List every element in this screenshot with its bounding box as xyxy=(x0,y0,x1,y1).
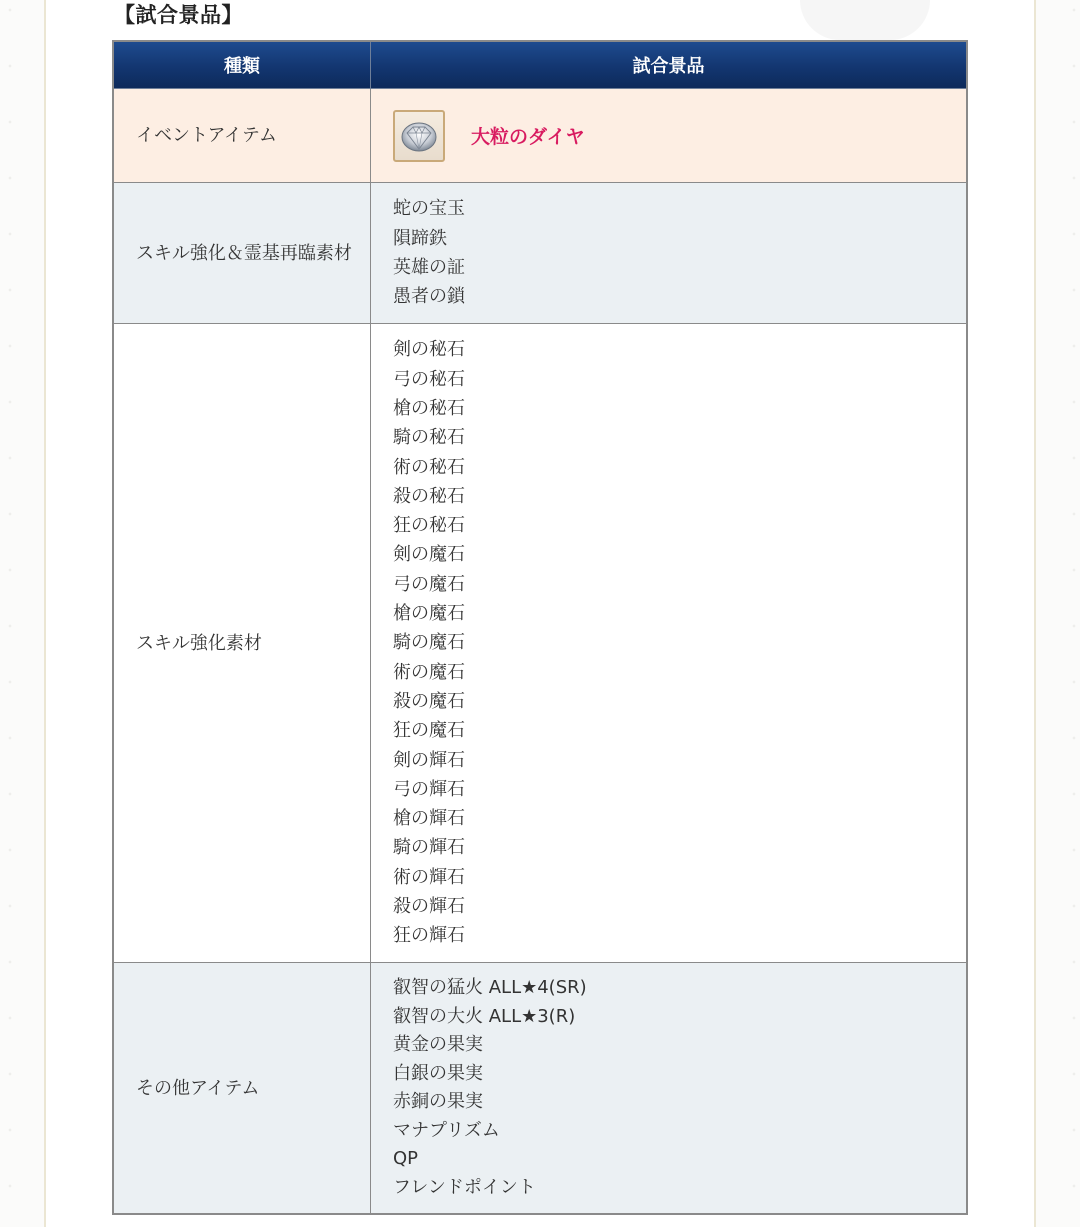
category-cell: イベントアイテム xyxy=(113,89,371,183)
list-item: 弓の輝石 xyxy=(393,778,465,800)
list-item: 愚者の鎖 xyxy=(393,286,465,308)
category-cell: スキル強化素材 xyxy=(113,324,371,963)
list-item: 狂の輝石 xyxy=(393,925,465,947)
list-item: 術の魔石 xyxy=(393,661,465,683)
list-item: 術の秘石 xyxy=(393,456,465,478)
list-item: マナプリズム xyxy=(393,1119,500,1141)
list-item: 叡智の猛火 ALL★4(SR) xyxy=(393,977,587,998)
list-item: 白銀の果実 xyxy=(393,1062,483,1084)
prize-cell xyxy=(371,963,968,1215)
list-item: 騎の魔石 xyxy=(393,632,465,654)
list-item: 剣の輝石 xyxy=(393,749,465,771)
list-item: 狂の秘石 xyxy=(393,515,465,537)
list-item: 殺の魔石 xyxy=(393,690,465,712)
list-item: 赤銅の果実 xyxy=(393,1091,483,1112)
prize-cell xyxy=(371,324,968,963)
table-row-other xyxy=(113,963,967,1215)
table-row-skill xyxy=(113,324,967,963)
table-row-skill-ascension xyxy=(113,183,967,324)
category-cell: その他アイテム xyxy=(113,963,371,1215)
list-item: 隕蹄鉄 xyxy=(393,227,447,249)
item-list xyxy=(393,194,966,311)
list-item: 蛇の宝玉 xyxy=(393,198,465,220)
list-item: 英雄の証 xyxy=(393,257,465,278)
list-item: 叡智の大火 ALL★3(R) xyxy=(393,1005,576,1027)
header-prize: 試合景品 xyxy=(371,41,968,89)
event-item-name: 大粒のダイヤ xyxy=(471,126,585,148)
section-title: 【試合景品】 xyxy=(114,3,243,27)
list-item: 騎の輝石 xyxy=(393,837,465,859)
prize-cell xyxy=(371,183,968,324)
list-item: フレンドポイント xyxy=(393,1176,536,1198)
list-item: 槍の魔石 xyxy=(393,603,465,625)
item-list xyxy=(393,335,966,950)
table-header-row xyxy=(113,41,967,89)
list-item: 弓の秘石 xyxy=(393,368,465,390)
list-item: 術の輝石 xyxy=(393,866,465,888)
list-item: 黄金の果実 xyxy=(393,1034,483,1055)
header-type: 種類 xyxy=(113,41,371,89)
list-item: 弓の魔石 xyxy=(393,573,465,595)
prize-table xyxy=(112,40,968,1215)
list-item: 槍の輝石 xyxy=(393,808,465,830)
list-item: 騎の秘石 xyxy=(393,427,465,449)
prize-cell xyxy=(371,89,968,183)
frame-border-right xyxy=(1034,0,1036,1227)
item-list xyxy=(393,974,966,1202)
background-watermark xyxy=(800,0,930,40)
diamond-icon xyxy=(393,110,445,162)
list-item: 槍の秘石 xyxy=(393,397,465,419)
category-cell: スキル強化＆霊基再臨素材 xyxy=(113,183,371,324)
list-item: 殺の秘石 xyxy=(393,485,465,507)
list-item: 剣の魔石 xyxy=(393,544,465,566)
list-item: QP xyxy=(393,1148,419,1169)
event-item xyxy=(393,110,966,162)
table-row-event-item xyxy=(113,89,967,183)
list-item: 剣の秘石 xyxy=(393,339,465,361)
list-item: 殺の輝石 xyxy=(393,896,465,918)
list-item: 狂の魔石 xyxy=(393,720,465,742)
